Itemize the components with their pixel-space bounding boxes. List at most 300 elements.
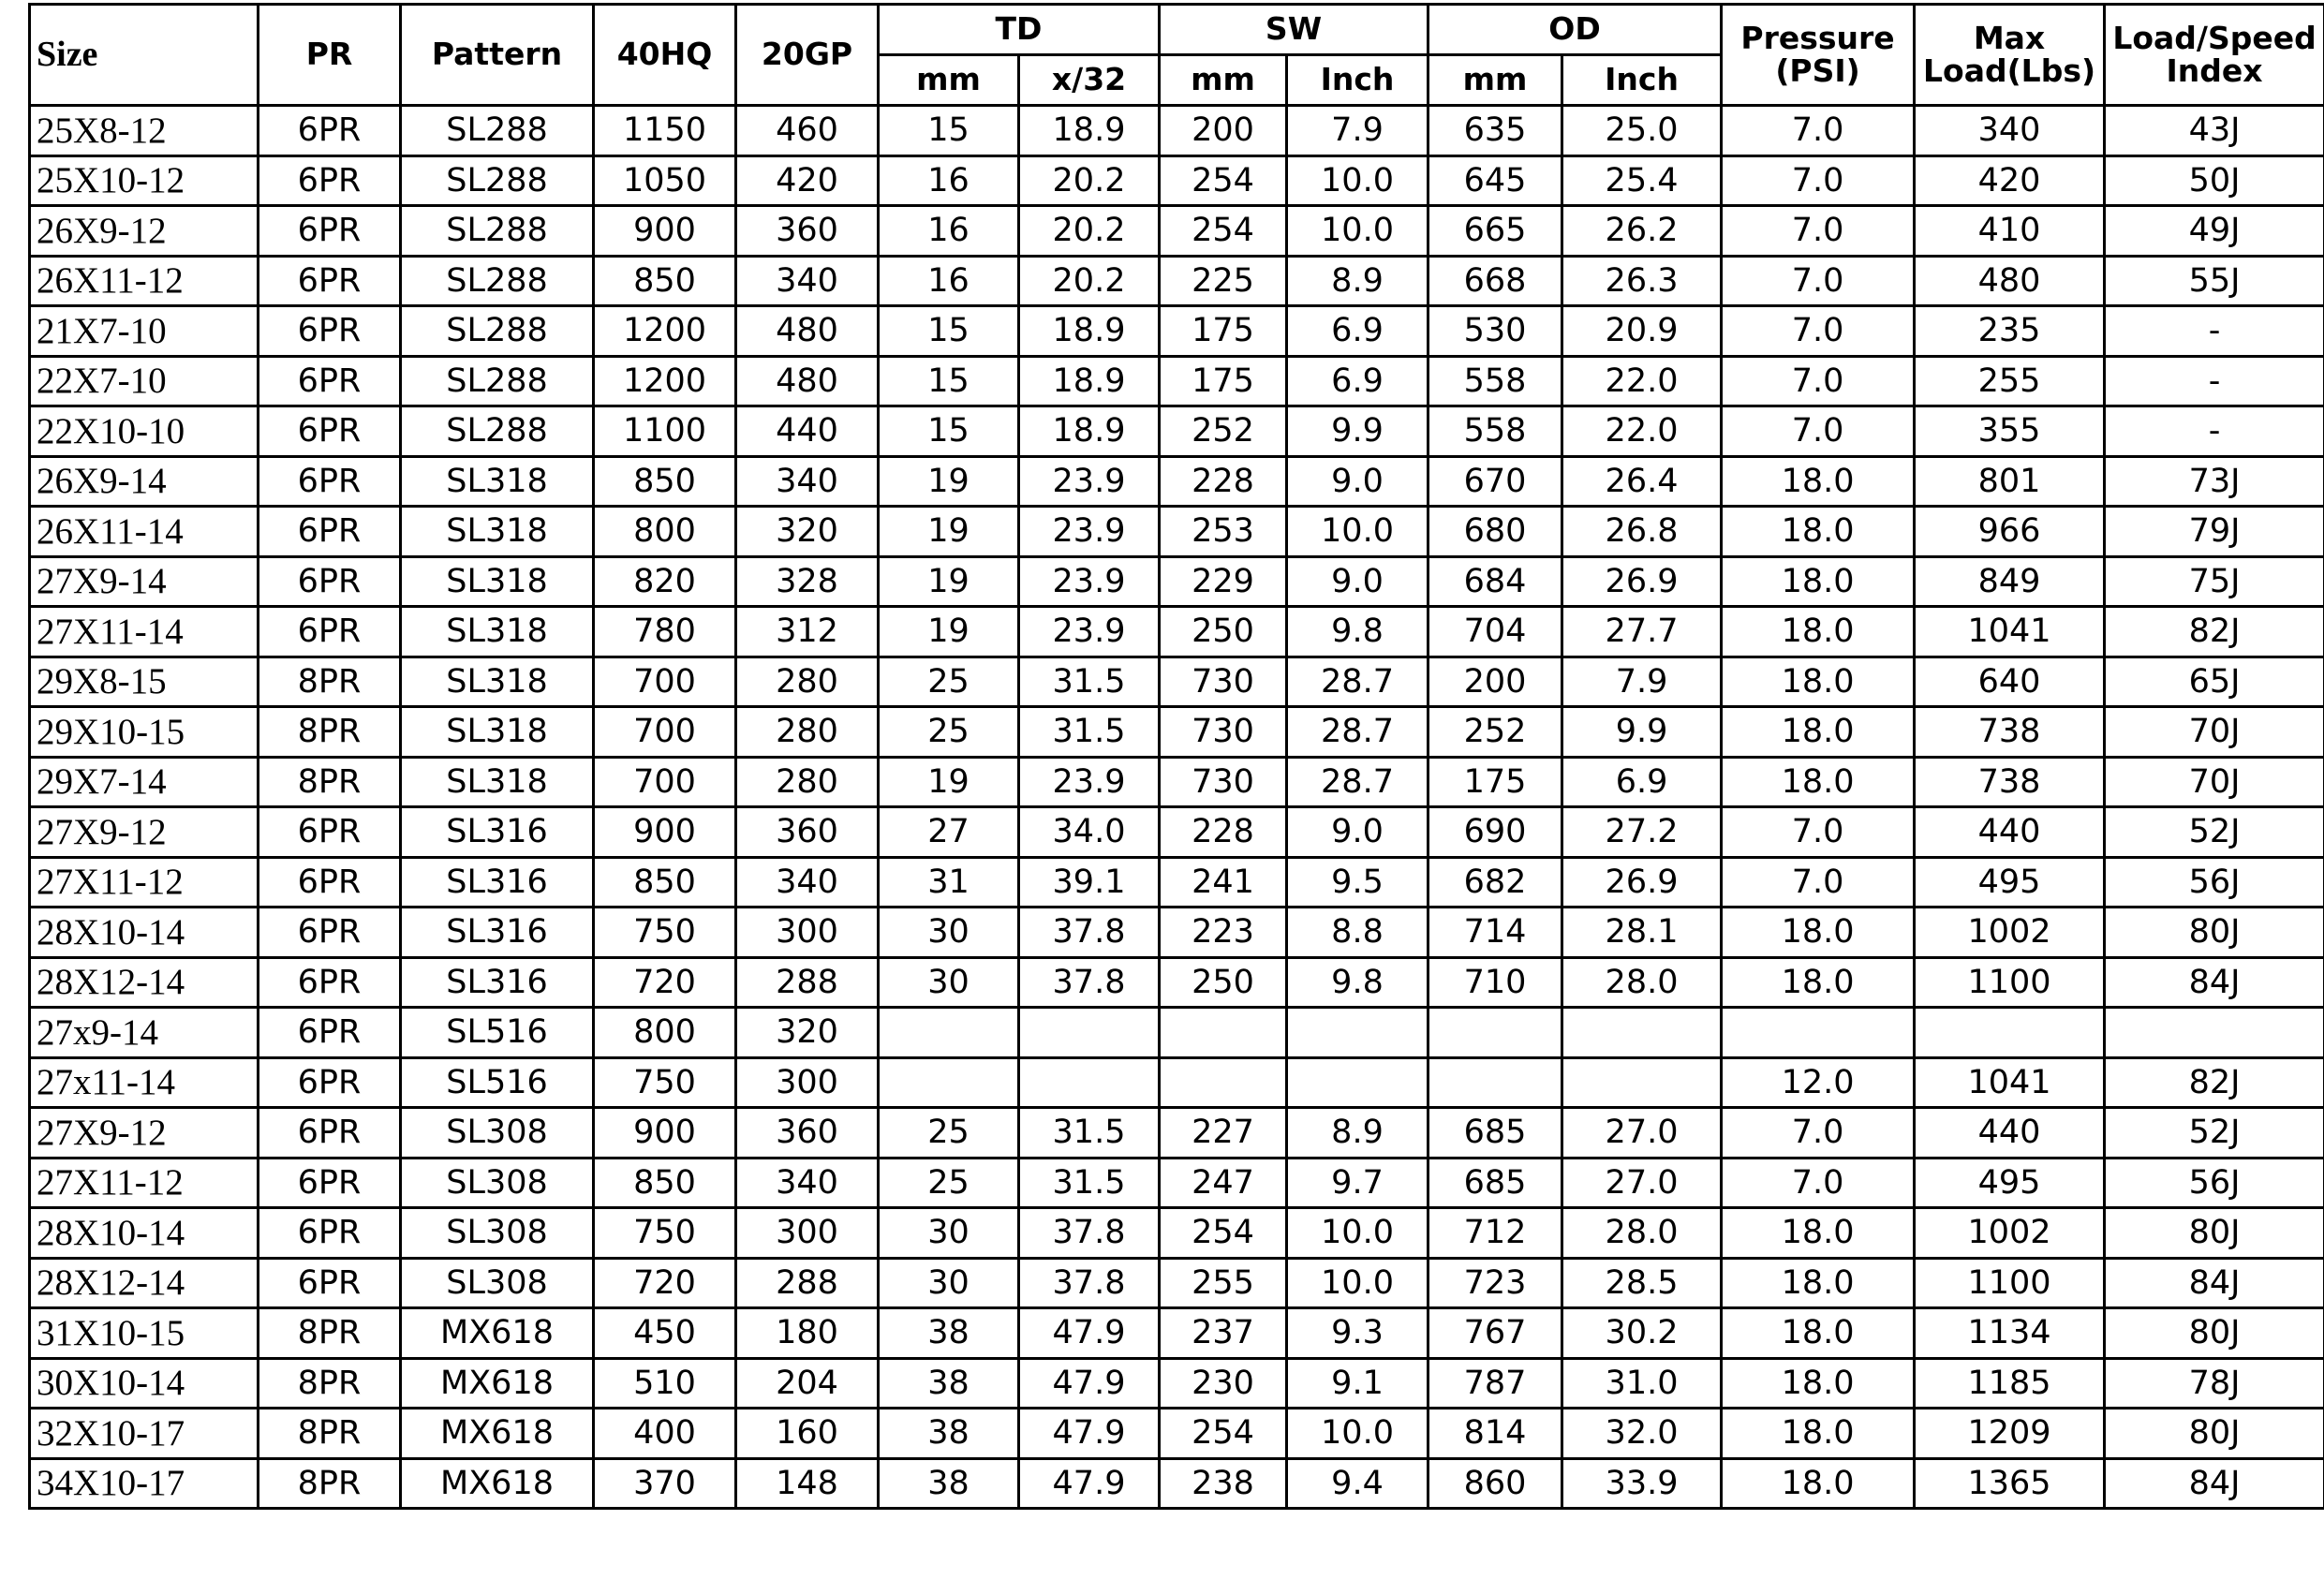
cell-td-x32: 18.9 bbox=[1019, 356, 1160, 406]
cell-pr: 6PR bbox=[259, 857, 401, 908]
cell-td-x32: 18.9 bbox=[1019, 306, 1160, 357]
table-row bbox=[30, 1458, 2324, 1509]
table-row bbox=[30, 1008, 2324, 1058]
cell-sw-mm: 228 bbox=[1160, 456, 1287, 507]
cell-sw-inch: 9.1 bbox=[1287, 1358, 1428, 1409]
cell-pressure: 18.0 bbox=[1722, 957, 1915, 1008]
cell-size: 27X11-12 bbox=[30, 1158, 259, 1208]
cell-pattern: SL318 bbox=[401, 456, 594, 507]
cell-size: 22X7-10 bbox=[30, 356, 259, 406]
cell-od-mm: 684 bbox=[1428, 556, 1562, 607]
cell-sw-mm bbox=[1160, 1008, 1287, 1058]
cell-td-mm: 15 bbox=[879, 356, 1019, 406]
cell-pr: 6PR bbox=[259, 456, 401, 507]
cell-sw-mm: 241 bbox=[1160, 857, 1287, 908]
cell-20gp: 280 bbox=[736, 757, 879, 807]
cell-sw-inch: 10.0 bbox=[1287, 1258, 1428, 1308]
cell-pr: 8PR bbox=[259, 1358, 401, 1409]
cell-max-load: 495 bbox=[1915, 1158, 2105, 1208]
cell-sw-mm: 223 bbox=[1160, 908, 1287, 958]
cell-20gp: 340 bbox=[736, 1158, 879, 1208]
cell-pr: 6PR bbox=[259, 607, 401, 657]
cell-td-mm: 15 bbox=[879, 406, 1019, 457]
cell-pattern: SL308 bbox=[401, 1158, 594, 1208]
cell-20gp: 480 bbox=[736, 306, 879, 357]
cell-load-speed-index: 65J bbox=[2105, 657, 2324, 707]
cell-td-x32: 18.9 bbox=[1019, 406, 1160, 457]
cell-load-speed-index: 43J bbox=[2105, 106, 2324, 156]
cell-td-mm: 30 bbox=[879, 908, 1019, 958]
cell-size: 27x11-14 bbox=[30, 1057, 259, 1108]
cell-pattern: MX618 bbox=[401, 1458, 594, 1509]
cell-40hq: 900 bbox=[594, 1108, 736, 1159]
table-row bbox=[30, 1158, 2324, 1208]
cell-sw-mm: 254 bbox=[1160, 206, 1287, 257]
cell-size: 26X11-14 bbox=[30, 507, 259, 557]
cell-td-mm: 25 bbox=[879, 1108, 1019, 1159]
cell-td-x32: 47.9 bbox=[1019, 1308, 1160, 1359]
cell-td-mm bbox=[879, 1008, 1019, 1058]
cell-od-inch: 9.9 bbox=[1562, 707, 1722, 758]
cell-od-inch: 25.0 bbox=[1562, 106, 1722, 156]
cell-pr: 6PR bbox=[259, 306, 401, 357]
cell-td-x32: 47.9 bbox=[1019, 1458, 1160, 1509]
cell-size: 30X10-14 bbox=[30, 1358, 259, 1409]
cell-size: 27X9-12 bbox=[30, 1108, 259, 1159]
cell-sw-mm: 255 bbox=[1160, 1258, 1287, 1308]
cell-20gp: 300 bbox=[736, 908, 879, 958]
cell-od-mm: 200 bbox=[1428, 657, 1562, 707]
cell-pressure: 18.0 bbox=[1722, 1409, 1915, 1459]
cell-od-mm: 680 bbox=[1428, 507, 1562, 557]
cell-pressure: 18.0 bbox=[1722, 657, 1915, 707]
cell-max-load: 1100 bbox=[1915, 957, 2105, 1008]
cell-od-inch: 25.4 bbox=[1562, 155, 1722, 206]
table-row bbox=[30, 757, 2324, 807]
cell-od-inch: 22.0 bbox=[1562, 406, 1722, 457]
cell-40hq: 370 bbox=[594, 1458, 736, 1509]
cell-sw-mm: 252 bbox=[1160, 406, 1287, 457]
cell-td-x32 bbox=[1019, 1008, 1160, 1058]
cell-od-inch: 27.0 bbox=[1562, 1158, 1722, 1208]
cell-td-mm: 30 bbox=[879, 1258, 1019, 1308]
header-od-inch: Inch bbox=[1562, 55, 1722, 106]
cell-od-mm: 814 bbox=[1428, 1409, 1562, 1459]
cell-40hq: 1200 bbox=[594, 306, 736, 357]
cell-size: 28X10-14 bbox=[30, 1208, 259, 1259]
cell-40hq: 1150 bbox=[594, 106, 736, 156]
cell-size: 27X11-12 bbox=[30, 857, 259, 908]
cell-pr: 6PR bbox=[259, 1108, 401, 1159]
cell-load-speed-index: 80J bbox=[2105, 1308, 2324, 1359]
cell-load-speed-index: 50J bbox=[2105, 155, 2324, 206]
cell-size: 25X8-12 bbox=[30, 106, 259, 156]
cell-40hq: 800 bbox=[594, 507, 736, 557]
cell-20gp: 148 bbox=[736, 1458, 879, 1509]
cell-sw-inch: 9.0 bbox=[1287, 807, 1428, 858]
cell-pr: 8PR bbox=[259, 757, 401, 807]
cell-pr: 6PR bbox=[259, 556, 401, 607]
cell-sw-inch: 28.7 bbox=[1287, 757, 1428, 807]
cell-20gp: 420 bbox=[736, 155, 879, 206]
cell-td-x32: 39.1 bbox=[1019, 857, 1160, 908]
cell-pressure: 18.0 bbox=[1722, 1358, 1915, 1409]
cell-40hq: 850 bbox=[594, 256, 736, 306]
cell-td-x32: 23.9 bbox=[1019, 757, 1160, 807]
table-row bbox=[30, 607, 2324, 657]
table-row bbox=[30, 707, 2324, 758]
table-row bbox=[30, 106, 2324, 156]
cell-pr: 8PR bbox=[259, 1308, 401, 1359]
table-row bbox=[30, 908, 2324, 958]
cell-pattern: MX618 bbox=[401, 1409, 594, 1459]
table-row bbox=[30, 1409, 2324, 1459]
cell-20gp: 300 bbox=[736, 1057, 879, 1108]
cell-td-mm: 38 bbox=[879, 1358, 1019, 1409]
cell-od-mm: 558 bbox=[1428, 406, 1562, 457]
cell-load-speed-index: 84J bbox=[2105, 1458, 2324, 1509]
cell-pr: 6PR bbox=[259, 507, 401, 557]
cell-sw-inch: 9.8 bbox=[1287, 957, 1428, 1008]
cell-td-x32: 47.9 bbox=[1019, 1409, 1160, 1459]
cell-pressure: 7.0 bbox=[1722, 857, 1915, 908]
cell-td-mm: 25 bbox=[879, 1158, 1019, 1208]
cell-od-mm: 767 bbox=[1428, 1308, 1562, 1359]
cell-40hq: 1200 bbox=[594, 356, 736, 406]
cell-pattern: SL316 bbox=[401, 957, 594, 1008]
cell-sw-mm: 254 bbox=[1160, 1409, 1287, 1459]
cell-td-x32: 20.2 bbox=[1019, 155, 1160, 206]
cell-od-inch: 26.4 bbox=[1562, 456, 1722, 507]
cell-load-speed-index: 73J bbox=[2105, 456, 2324, 507]
cell-sw-inch: 8.9 bbox=[1287, 256, 1428, 306]
cell-od-mm: 787 bbox=[1428, 1358, 1562, 1409]
cell-20gp: 312 bbox=[736, 607, 879, 657]
header-td-x32: x/32 bbox=[1019, 55, 1160, 106]
cell-load-speed-index: 75J bbox=[2105, 556, 2324, 607]
cell-20gp: 320 bbox=[736, 507, 879, 557]
header-pressure bbox=[1722, 5, 1915, 106]
cell-td-mm: 15 bbox=[879, 106, 1019, 156]
cell-size: 28X12-14 bbox=[30, 957, 259, 1008]
cell-40hq: 510 bbox=[594, 1358, 736, 1409]
cell-od-mm: 175 bbox=[1428, 757, 1562, 807]
cell-od-inch: 6.9 bbox=[1562, 757, 1722, 807]
table-row bbox=[30, 155, 2324, 206]
table-row bbox=[30, 507, 2324, 557]
header-td: TD bbox=[879, 5, 1160, 55]
cell-od-inch bbox=[1562, 1057, 1722, 1108]
cell-td-x32: 37.8 bbox=[1019, 908, 1160, 958]
cell-pattern: SL288 bbox=[401, 306, 594, 357]
cell-td-mm: 16 bbox=[879, 206, 1019, 257]
cell-pr: 6PR bbox=[259, 1057, 401, 1108]
cell-40hq: 700 bbox=[594, 707, 736, 758]
cell-size: 27x9-14 bbox=[30, 1008, 259, 1058]
cell-pressure: 18.0 bbox=[1722, 757, 1915, 807]
cell-od-mm: 685 bbox=[1428, 1158, 1562, 1208]
cell-td-mm: 31 bbox=[879, 857, 1019, 908]
cell-size: 29X8-15 bbox=[30, 657, 259, 707]
cell-40hq: 850 bbox=[594, 857, 736, 908]
cell-20gp: 160 bbox=[736, 1409, 879, 1459]
cell-40hq: 720 bbox=[594, 1258, 736, 1308]
cell-sw-inch: 8.8 bbox=[1287, 908, 1428, 958]
header-pressure-line2: (PSI) bbox=[1775, 52, 1860, 89]
cell-od-mm: 670 bbox=[1428, 456, 1562, 507]
cell-td-mm: 25 bbox=[879, 657, 1019, 707]
cell-od-mm: 723 bbox=[1428, 1258, 1562, 1308]
cell-td-mm: 15 bbox=[879, 306, 1019, 357]
cell-max-load: 1041 bbox=[1915, 1057, 2105, 1108]
cell-sw-inch: 28.7 bbox=[1287, 707, 1428, 758]
cell-max-load bbox=[1915, 1008, 2105, 1058]
cell-od-mm: 665 bbox=[1428, 206, 1562, 257]
cell-od-inch: 28.0 bbox=[1562, 957, 1722, 1008]
cell-od-mm: 252 bbox=[1428, 707, 1562, 758]
table-row bbox=[30, 406, 2324, 457]
cell-sw-mm: 250 bbox=[1160, 607, 1287, 657]
cell-pattern: SL316 bbox=[401, 807, 594, 858]
cell-sw-mm: 250 bbox=[1160, 957, 1287, 1008]
header-od-mm: mm bbox=[1428, 55, 1562, 106]
cell-td-x32: 37.8 bbox=[1019, 1258, 1160, 1308]
cell-td-x32: 31.5 bbox=[1019, 1108, 1160, 1159]
table-header bbox=[30, 5, 2324, 106]
cell-td-mm: 16 bbox=[879, 155, 1019, 206]
cell-sw-mm: 229 bbox=[1160, 556, 1287, 607]
cell-max-load: 738 bbox=[1915, 757, 2105, 807]
table-row bbox=[30, 1208, 2324, 1259]
header-sw: SW bbox=[1160, 5, 1428, 55]
cell-20gp: 288 bbox=[736, 957, 879, 1008]
table-row bbox=[30, 556, 2324, 607]
table-row bbox=[30, 1057, 2324, 1108]
cell-od-inch: 33.9 bbox=[1562, 1458, 1722, 1509]
cell-td-mm: 19 bbox=[879, 607, 1019, 657]
cell-pr: 6PR bbox=[259, 1158, 401, 1208]
cell-20gp: 360 bbox=[736, 206, 879, 257]
cell-load-speed-index: 56J bbox=[2105, 1158, 2324, 1208]
header-max-load bbox=[1915, 5, 2105, 106]
table-row bbox=[30, 356, 2324, 406]
cell-load-speed-index: - bbox=[2105, 406, 2324, 457]
cell-40hq: 1050 bbox=[594, 155, 736, 206]
cell-size: 29X7-14 bbox=[30, 757, 259, 807]
cell-load-speed-index: 84J bbox=[2105, 1258, 2324, 1308]
cell-od-inch: 7.9 bbox=[1562, 657, 1722, 707]
cell-40hq: 850 bbox=[594, 456, 736, 507]
cell-20gp: 300 bbox=[736, 1208, 879, 1259]
cell-pattern: SL316 bbox=[401, 908, 594, 958]
cell-pressure: 7.0 bbox=[1722, 206, 1915, 257]
cell-pressure: 18.0 bbox=[1722, 1208, 1915, 1259]
cell-pressure: 7.0 bbox=[1722, 256, 1915, 306]
cell-td-mm: 19 bbox=[879, 757, 1019, 807]
cell-load-speed-index: - bbox=[2105, 356, 2324, 406]
cell-40hq: 700 bbox=[594, 657, 736, 707]
cell-pressure: 18.0 bbox=[1722, 1308, 1915, 1359]
cell-40hq: 850 bbox=[594, 1158, 736, 1208]
cell-40hq: 780 bbox=[594, 607, 736, 657]
cell-20gp: 340 bbox=[736, 256, 879, 306]
cell-pr: 6PR bbox=[259, 356, 401, 406]
cell-pattern: SL516 bbox=[401, 1008, 594, 1058]
cell-od-inch: 27.2 bbox=[1562, 807, 1722, 858]
cell-td-mm: 38 bbox=[879, 1458, 1019, 1509]
cell-pressure: 18.0 bbox=[1722, 456, 1915, 507]
cell-sw-inch: 9.5 bbox=[1287, 857, 1428, 908]
cell-max-load: 738 bbox=[1915, 707, 2105, 758]
cell-max-load: 440 bbox=[1915, 1108, 2105, 1159]
cell-od-inch: 26.2 bbox=[1562, 206, 1722, 257]
cell-sw-inch: 9.7 bbox=[1287, 1158, 1428, 1208]
cell-size: 31X10-15 bbox=[30, 1308, 259, 1359]
cell-pattern: MX618 bbox=[401, 1358, 594, 1409]
table-row bbox=[30, 957, 2324, 1008]
cell-20gp: 480 bbox=[736, 356, 879, 406]
cell-pressure: 7.0 bbox=[1722, 356, 1915, 406]
cell-sw-mm: 225 bbox=[1160, 256, 1287, 306]
cell-max-load: 355 bbox=[1915, 406, 2105, 457]
cell-od-mm: 710 bbox=[1428, 957, 1562, 1008]
cell-td-mm: 27 bbox=[879, 807, 1019, 858]
cell-max-load: 420 bbox=[1915, 155, 2105, 206]
table-row bbox=[30, 256, 2324, 306]
cell-sw-inch: 9.9 bbox=[1287, 406, 1428, 457]
cell-max-load: 849 bbox=[1915, 556, 2105, 607]
cell-sw-mm: 200 bbox=[1160, 106, 1287, 156]
cell-pressure: 12.0 bbox=[1722, 1057, 1915, 1108]
cell-sw-inch: 10.0 bbox=[1287, 1208, 1428, 1259]
cell-sw-mm: 238 bbox=[1160, 1458, 1287, 1509]
cell-20gp: 360 bbox=[736, 1108, 879, 1159]
cell-max-load: 801 bbox=[1915, 456, 2105, 507]
cell-td-mm: 38 bbox=[879, 1409, 1019, 1459]
cell-od-inch: 28.5 bbox=[1562, 1258, 1722, 1308]
cell-size: 26X9-14 bbox=[30, 456, 259, 507]
cell-pattern: SL288 bbox=[401, 256, 594, 306]
cell-sw-mm: 730 bbox=[1160, 707, 1287, 758]
cell-od-inch: 30.2 bbox=[1562, 1308, 1722, 1359]
cell-40hq: 1100 bbox=[594, 406, 736, 457]
table-row bbox=[30, 1358, 2324, 1409]
cell-od-mm: 704 bbox=[1428, 607, 1562, 657]
cell-od-mm bbox=[1428, 1008, 1562, 1058]
cell-40hq: 400 bbox=[594, 1409, 736, 1459]
cell-max-load: 1002 bbox=[1915, 908, 2105, 958]
cell-sw-mm: 254 bbox=[1160, 155, 1287, 206]
cell-20gp: 360 bbox=[736, 807, 879, 858]
cell-max-load: 340 bbox=[1915, 106, 2105, 156]
cell-od-mm: 685 bbox=[1428, 1108, 1562, 1159]
cell-td-mm: 38 bbox=[879, 1308, 1019, 1359]
table-row bbox=[30, 206, 2324, 257]
table-row bbox=[30, 657, 2324, 707]
cell-td-x32: 23.9 bbox=[1019, 556, 1160, 607]
cell-td-x32: 31.5 bbox=[1019, 1158, 1160, 1208]
cell-pressure bbox=[1722, 1008, 1915, 1058]
cell-20gp: 280 bbox=[736, 707, 879, 758]
cell-load-speed-index: 82J bbox=[2105, 607, 2324, 657]
cell-td-x32: 20.2 bbox=[1019, 256, 1160, 306]
cell-load-speed-index: 56J bbox=[2105, 857, 2324, 908]
cell-td-mm: 16 bbox=[879, 256, 1019, 306]
cell-40hq: 750 bbox=[594, 1208, 736, 1259]
cell-max-load: 255 bbox=[1915, 356, 2105, 406]
cell-size: 27X11-14 bbox=[30, 607, 259, 657]
cell-sw-mm: 253 bbox=[1160, 507, 1287, 557]
cell-td-mm: 25 bbox=[879, 707, 1019, 758]
cell-td-x32: 34.0 bbox=[1019, 807, 1160, 858]
cell-sw-mm: 730 bbox=[1160, 657, 1287, 707]
cell-pr: 6PR bbox=[259, 807, 401, 858]
cell-sw-inch: 6.9 bbox=[1287, 306, 1428, 357]
cell-load-speed-index: - bbox=[2105, 306, 2324, 357]
cell-load-speed-index: 80J bbox=[2105, 908, 2324, 958]
cell-td-x32: 23.9 bbox=[1019, 456, 1160, 507]
cell-od-mm: 682 bbox=[1428, 857, 1562, 908]
cell-pr: 8PR bbox=[259, 657, 401, 707]
cell-max-load: 235 bbox=[1915, 306, 2105, 357]
cell-pr: 8PR bbox=[259, 1409, 401, 1459]
cell-sw-mm bbox=[1160, 1057, 1287, 1108]
cell-pr: 8PR bbox=[259, 707, 401, 758]
cell-pressure: 7.0 bbox=[1722, 1158, 1915, 1208]
cell-sw-mm: 175 bbox=[1160, 356, 1287, 406]
cell-load-speed-index: 52J bbox=[2105, 1108, 2324, 1159]
cell-max-load: 410 bbox=[1915, 206, 2105, 257]
cell-od-mm: 635 bbox=[1428, 106, 1562, 156]
cell-40hq: 800 bbox=[594, 1008, 736, 1058]
cell-40hq: 750 bbox=[594, 908, 736, 958]
cell-size: 26X9-12 bbox=[30, 206, 259, 257]
cell-20gp: 288 bbox=[736, 1258, 879, 1308]
cell-load-speed-index: 80J bbox=[2105, 1409, 2324, 1459]
cell-sw-mm: 230 bbox=[1160, 1358, 1287, 1409]
cell-pattern: SL308 bbox=[401, 1258, 594, 1308]
cell-td-mm: 19 bbox=[879, 507, 1019, 557]
cell-size: 34X10-17 bbox=[30, 1458, 259, 1509]
cell-td-x32: 23.9 bbox=[1019, 607, 1160, 657]
cell-size: 22X10-10 bbox=[30, 406, 259, 457]
cell-load-speed-index: 70J bbox=[2105, 707, 2324, 758]
cell-pattern: SL318 bbox=[401, 757, 594, 807]
cell-pressure: 18.0 bbox=[1722, 556, 1915, 607]
cell-size: 32X10-17 bbox=[30, 1409, 259, 1459]
header-pattern: Pattern bbox=[401, 5, 594, 106]
header-load-speed-line1: Load/Speed bbox=[2112, 19, 2317, 56]
table-row bbox=[30, 456, 2324, 507]
cell-pressure: 7.0 bbox=[1722, 807, 1915, 858]
cell-load-speed-index: 78J bbox=[2105, 1358, 2324, 1409]
header-td-mm: mm bbox=[879, 55, 1019, 106]
cell-max-load: 1185 bbox=[1915, 1358, 2105, 1409]
cell-od-mm: 668 bbox=[1428, 256, 1562, 306]
cell-od-inch: 28.0 bbox=[1562, 1208, 1722, 1259]
cell-pressure: 18.0 bbox=[1722, 1458, 1915, 1509]
cell-pattern: SL288 bbox=[401, 106, 594, 156]
cell-pattern: SL308 bbox=[401, 1108, 594, 1159]
cell-pattern: SL288 bbox=[401, 155, 594, 206]
cell-od-mm: 860 bbox=[1428, 1458, 1562, 1509]
cell-pressure: 18.0 bbox=[1722, 607, 1915, 657]
cell-pressure: 18.0 bbox=[1722, 707, 1915, 758]
cell-pattern: SL318 bbox=[401, 507, 594, 557]
header-max-load-line2: Load(Lbs) bbox=[1923, 52, 2096, 89]
header-20gp: 20GP bbox=[736, 5, 879, 106]
cell-pressure: 18.0 bbox=[1722, 507, 1915, 557]
